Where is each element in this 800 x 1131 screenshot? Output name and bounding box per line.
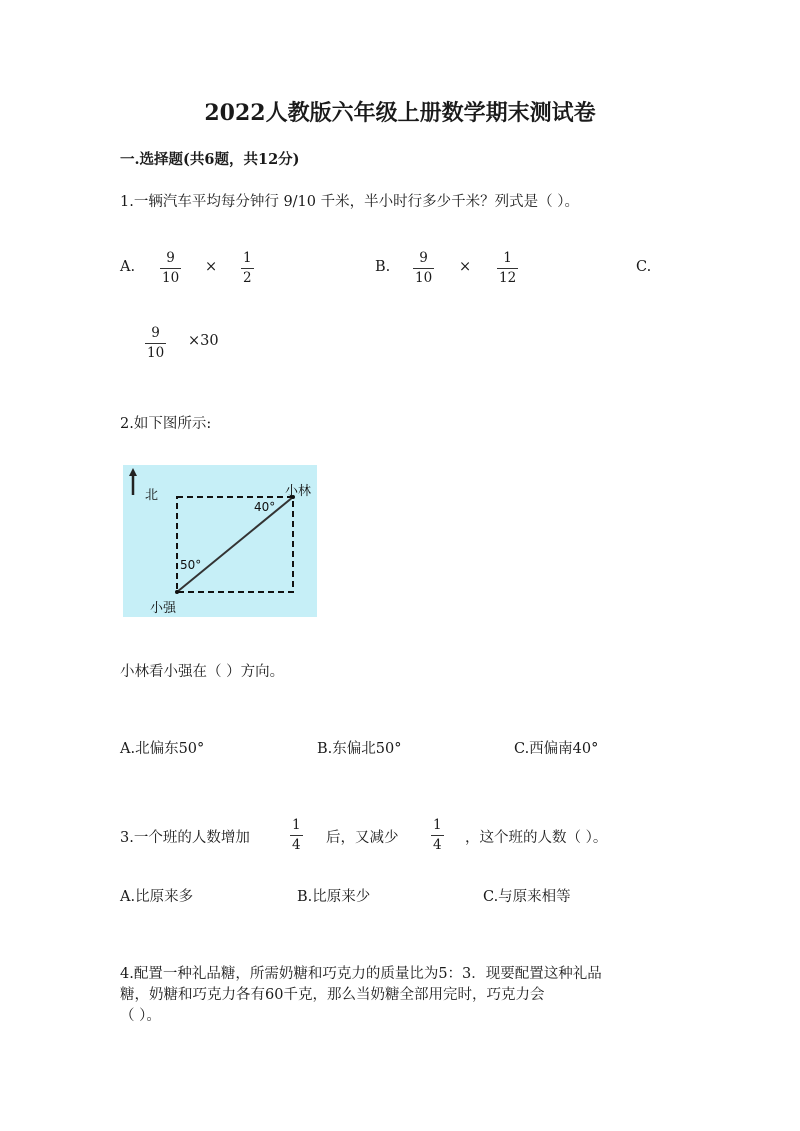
north-label: 北 bbox=[145, 488, 159, 503]
q4-line-3: （ ）。 bbox=[120, 1008, 161, 1024]
q1-option-a-fraction-1: 9 10 bbox=[162, 250, 180, 286]
q1-option-b-fraction-1: 9 10 bbox=[415, 250, 433, 286]
direction-diagram bbox=[123, 465, 317, 617]
q2-stem: 2.如下图所示: bbox=[120, 416, 212, 432]
q3-option-c: C.与原来相等 bbox=[483, 889, 571, 905]
xiaoqiang-point bbox=[175, 590, 179, 594]
q1-option-b-fraction-2: 1 12 bbox=[499, 250, 517, 286]
page-title: 2022人教版六年级上册数学期末测试卷 bbox=[204, 100, 596, 126]
q2-option-b: B.东偏北50° bbox=[317, 741, 402, 757]
q4-line-2: 糖，奶糖和巧克力各有60千克，那么当奶糖全部用完时，巧克力会 bbox=[120, 987, 545, 1003]
q3-stem-part2: 后，又减少 bbox=[326, 830, 399, 846]
q1-option-c-suffix: ×30 bbox=[188, 333, 219, 349]
angle-50-label: 50° bbox=[180, 558, 202, 572]
xiaoqiang-label: 小强 bbox=[150, 601, 177, 616]
north-arrowhead-icon bbox=[129, 468, 137, 476]
q1-option-a-fraction-2: 1 2 bbox=[243, 250, 252, 286]
q1-option-c-label: C. bbox=[636, 259, 652, 275]
q3-fraction-1: 1 4 bbox=[292, 817, 301, 853]
section-heading: 一.选择题(共6题，共12分) bbox=[120, 151, 300, 168]
q3-fraction-2: 1 4 bbox=[433, 817, 442, 853]
diagonal-line bbox=[177, 497, 293, 592]
xiaolin-label: 小林 bbox=[285, 484, 312, 499]
q2-option-a: A.北偏东50° bbox=[120, 741, 205, 757]
q1-option-a-label: A. bbox=[120, 259, 136, 275]
q4-line-1: 4.配置一种礼品糖，所需奶糖和巧克力的质量比为5：3．现要配置这种礼品 bbox=[120, 966, 602, 982]
angle-40-label: 40° bbox=[254, 500, 276, 514]
q2-question: 小林看小强在（ ）方向。 bbox=[120, 664, 285, 680]
q1-option-c-fraction: 9 10 bbox=[147, 325, 165, 361]
q1-option-a-times: × bbox=[205, 259, 218, 275]
q1-option-b-times: × bbox=[459, 259, 472, 275]
q3-stem-part3: ，这个班的人数（ ）。 bbox=[465, 830, 608, 846]
q3-option-b: B.比原来少 bbox=[297, 889, 371, 905]
q3-stem-part1: 3.一个班的人数增加 bbox=[120, 830, 250, 846]
q1-stem: 1.一辆汽车平均每分钟行 9/10 千米，半小时行多少千米？列式是（ ）。 bbox=[120, 194, 579, 210]
q2-option-c: C.西偏南40° bbox=[514, 741, 599, 757]
q1-option-b-label: B. bbox=[375, 259, 391, 275]
q3-option-a: A.比原来多 bbox=[120, 889, 194, 905]
